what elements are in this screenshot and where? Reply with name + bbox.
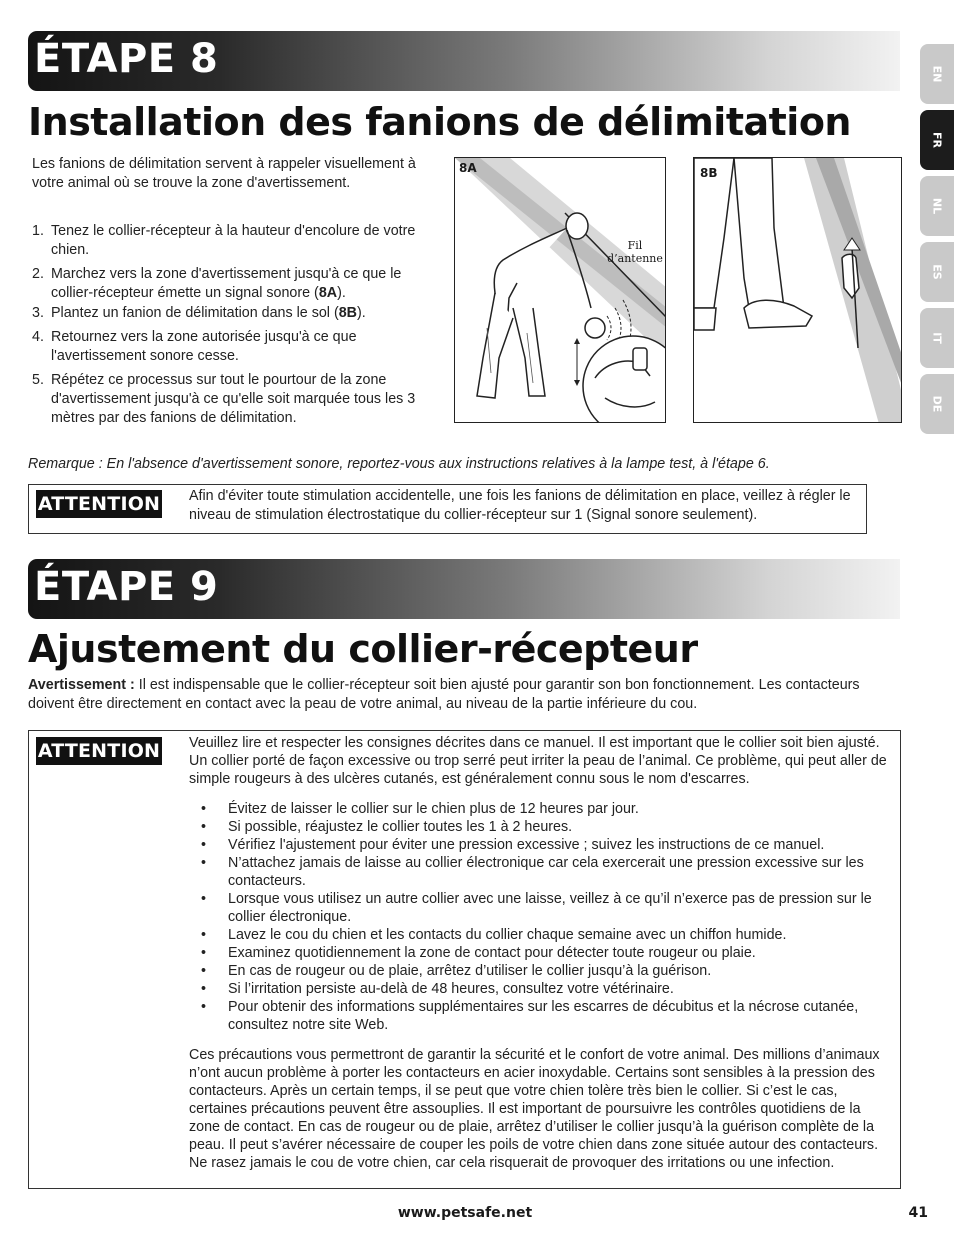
list-item-text: Si l’irritation persiste au-delà de 48 heures, consultez votre vétérinaire. [228, 981, 674, 997]
attention-badge: ATTENTION [36, 490, 162, 518]
list-item [201, 962, 893, 980]
list-item-text: Vérifiez l'ajustement pour éviter une pression excessive ; suivez les instructions de ce manuel. [228, 837, 825, 853]
tab-de[interactable] [920, 374, 954, 434]
list-item-text: Pour obtenir des informations supplémentaires sur les escarres de décubitus et la nécrose cutanée, consultez notre site Web. [228, 999, 859, 1033]
bullet: • [201, 891, 207, 907]
step8-intro: Les fanions de délimitation servent à rappeler visuellement à votre animal où se trouve la zone d'avertissement. [32, 156, 416, 191]
tab-es[interactable] [920, 242, 954, 302]
list-item-text: Lorsque vous utilisez un autre collier avec une laisse, veillez à ce qu’il n’exerce pas de pression sur le collier électronique. [228, 891, 872, 925]
attention-badge: ATTENTION [36, 737, 162, 765]
step9-title: Ajustement du collier-récepteur [28, 627, 698, 671]
list-item [201, 944, 893, 962]
attention-closing: Ces précautions vous permettront de garantir la sécurité et le confort de votre animal. Des millions d’animaux n’ont aucun problème à porter les contacteurs en acier inoxydable. Certains sont sensibles à la pression des contacteurs. Après un certain temps, il se peut que votre chien tolère très bien le collier. Si c’est le cas, certaines précautions peuvent être assouplies. Il est important de poursuivre les contrôles quotidiens de la zone de contact. En cas de rougeur ou de plaie, arrêtez d’utiliser le collier jusqu’à la guérison complète de la peau. Il peut s’avérer nécessaire de couper les poils de votre chien dans zone située autour des contacteurs. Ne rasez jamais le cou de votre chien, car cela risquerait de provoquer des irritations ou une infection. [189, 1047, 880, 1171]
step-text: Marchez vers la zone d'avertissement jusqu'à ce que le collier-récepteur émette un signal sonore ( [51, 266, 402, 301]
tab-nl[interactable] [920, 176, 954, 236]
step9-banner [28, 559, 900, 619]
tab-en[interactable] [920, 44, 954, 104]
figure-ref: 8B [338, 305, 357, 321]
attention-intro: Veuillez lire et respecter les consignes décrites dans ce manuel. Il est important que le collier soit bien ajusté. Un collier porté de façon excessive ou trop serré peut irriter la peau de l’animal. Ce problème, qui peut aller de simple rougeurs à des ulcères cutanés, est généralement connu sous le nom d'escarres. [189, 735, 887, 787]
list-item [32, 371, 442, 428]
figure-8b [693, 157, 902, 423]
list-item [201, 800, 893, 818]
antenna-wire-label-line2: d’antenne [607, 252, 663, 265]
step8-title: Installation des fanions de délimitation [28, 100, 851, 144]
step8-instructions [32, 222, 442, 433]
antenna-wire-label [605, 239, 665, 265]
tab-label: FR [930, 132, 944, 148]
list-item [32, 328, 442, 366]
list-item-text: Si possible, réajustez le collier toutes les 1 à 2 heures. [228, 819, 573, 835]
warning-text: Il est indispensable que le collier-récepteur soit bien ajusté pour garantir son bon fonctionnement. Les contacteurs doivent être directement en contact avec la peau de votre animal, au niveau de la partie inférieure du cou. [28, 677, 860, 712]
antenna-wire-label-line1: Fil [627, 239, 643, 252]
list-item [201, 854, 893, 890]
step-number: 2. [32, 266, 44, 282]
list-item [201, 818, 893, 836]
bullet: • [201, 963, 207, 979]
tab-label: IT [930, 332, 944, 344]
figure-8b-label: 8B [700, 166, 718, 180]
step-number: 4. [32, 329, 44, 345]
bullet: • [201, 801, 207, 817]
page-number: 41 [908, 1205, 928, 1221]
step-text: Répétez ce processus sur tout le pourtour de la zone d'avertissement jusqu'à ce qu'elle soit marquée tous les 3 mètres par des fanions de délimitation. [51, 372, 416, 426]
warning-label: Avertissement : [28, 677, 135, 693]
step-text: Plantez un fanion de délimitation dans le sol ( [51, 305, 339, 321]
list-item-text: En cas de rougeur ou de plaie, arrêtez d’utiliser le collier jusqu’à la guérison. [228, 963, 712, 979]
list-item [201, 836, 893, 854]
step9-warning [28, 676, 864, 714]
bullet: • [201, 837, 207, 853]
step9-attention-content [189, 734, 893, 1172]
figure-8a [454, 157, 666, 423]
tab-label: EN [930, 65, 944, 83]
bullet: • [201, 855, 207, 871]
step-number: 1. [32, 223, 44, 239]
list-item [201, 980, 893, 998]
tab-fr[interactable] [920, 110, 954, 170]
tab-label: ES [930, 264, 944, 280]
bullet: • [201, 927, 207, 943]
list-item [201, 998, 893, 1034]
step-text: ). [357, 305, 366, 321]
step-number: 3. [32, 305, 44, 321]
step8-banner [28, 31, 900, 91]
figure-8b-illustration [694, 158, 902, 423]
list-item-text: Évitez de laisser le collier sur le chien plus de 12 heures par jour. [228, 801, 639, 817]
bullet: • [201, 981, 207, 997]
list-item [32, 304, 442, 323]
step-number: 5. [32, 372, 44, 388]
bullet: • [201, 945, 207, 961]
tab-label: DE [930, 395, 944, 413]
list-item-text: Examinez quotidiennement la zone de contact pour détecter toute rougeur ou plaie. [228, 945, 756, 961]
figure-8a-illustration [455, 158, 666, 423]
list-item [32, 222, 442, 260]
figure-8a-label: 8A [459, 161, 477, 175]
step8-attention-text: Afin d'éviter toute stimulation accidentelle, une fois les fanions de délimitation en place, veillez à régler le niveau de stimulation électrostatique du collier-récepteur sur 1 (Signal sonore seulement). [189, 488, 851, 523]
step8-banner-text: ÉTAPE 8 [34, 36, 219, 82]
list-item [201, 926, 893, 944]
step9-attention-box [28, 730, 901, 1189]
list-item [32, 265, 442, 303]
bullet: • [201, 999, 207, 1015]
step-text: Retournez vers la zone autorisée jusqu'à ce que l'avertissement sonore cesse. [51, 329, 357, 364]
tab-label: NL [930, 197, 944, 215]
list-item-text: N’attachez jamais de laisse au collier électronique car cela exercerait une pression excessive sur les contacteurs. [228, 855, 864, 889]
figure-ref: 8A [318, 285, 338, 301]
step8-attention-box [28, 484, 867, 534]
footer-website: www.petsafe.net [397, 1205, 533, 1221]
step-text: Tenez le collier-récepteur à la hauteur d'encolure de votre chien. [51, 223, 416, 258]
step-text: ). [337, 285, 346, 301]
tab-it[interactable] [920, 308, 954, 368]
step9-banner-text: ÉTAPE 9 [34, 564, 219, 610]
list-item [201, 890, 893, 926]
step8-note: Remarque : En l'absence d'avertissement sonore, reportez-vous aux instructions relatives à la lampe test, à l'étape 6. [28, 456, 770, 472]
list-item-text: Lavez le cou du chien et les contacts du collier chaque semaine avec un chiffon humide. [228, 927, 787, 943]
bullet: • [201, 819, 207, 835]
precautions-list [201, 800, 893, 1034]
